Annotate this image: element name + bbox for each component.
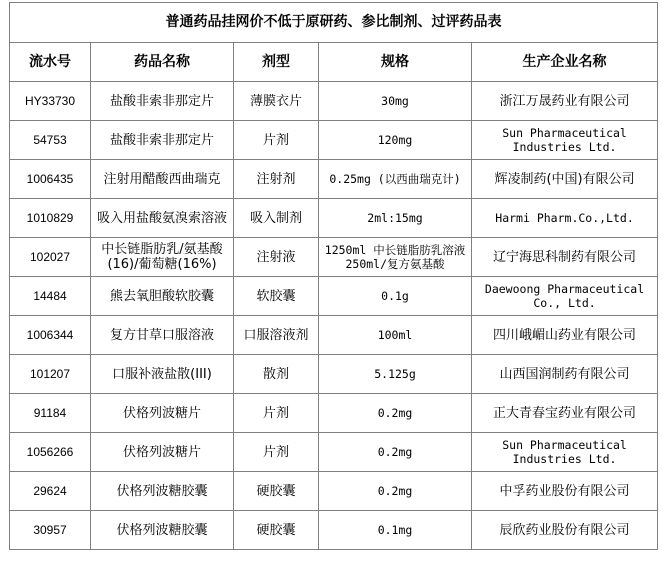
cell-specification-text: 1250ml 中长链脂肪乳溶液250ml/复方氨基酸 bbox=[324, 243, 466, 271]
header-specification: 规格 bbox=[319, 43, 472, 82]
cell-serial-number: 54753 bbox=[10, 121, 91, 160]
cell-manufacturer: Sun Pharmaceutical Industries Ltd. bbox=[472, 121, 658, 160]
drug-price-table bbox=[9, 2, 658, 550]
cell-drug-name: 伏格列波糖片 bbox=[91, 394, 234, 433]
table-row bbox=[10, 472, 658, 511]
cell-serial-number: 1006344 bbox=[10, 316, 91, 355]
table-row bbox=[10, 199, 658, 238]
cell-dosage-form: 薄膜衣片 bbox=[234, 82, 319, 121]
cell-manufacturer: 辉凌制药(中国)有限公司 bbox=[472, 160, 658, 199]
cell-specification: 0.2mg bbox=[319, 394, 472, 433]
cell-manufacturer: 辰欣药业股份有限公司 bbox=[472, 511, 658, 550]
cell-dosage-form: 硬胶囊 bbox=[234, 472, 319, 511]
cell-manufacturer: 中孚药业股份有限公司 bbox=[472, 472, 658, 511]
cell-specification: 30mg bbox=[319, 82, 472, 121]
cell-dosage-form: 片剂 bbox=[234, 394, 319, 433]
header-serial-number: 流水号 bbox=[10, 43, 91, 82]
table-row bbox=[10, 511, 658, 550]
cell-specification: 0.1mg bbox=[319, 511, 472, 550]
cell-manufacturer: 四川峨嵋山药业有限公司 bbox=[472, 316, 658, 355]
table-row bbox=[10, 355, 658, 394]
cell-manufacturer: Sun Pharmaceutical Industries Ltd. bbox=[472, 433, 658, 472]
cell-drug-name: 伏格列波糖胶囊 bbox=[91, 511, 234, 550]
header-dosage-form: 剂型 bbox=[234, 43, 319, 82]
cell-serial-number: 30957 bbox=[10, 511, 91, 550]
cell-specification: 2ml:15mg bbox=[319, 199, 472, 238]
cell-dosage-form: 注射剂 bbox=[234, 160, 319, 199]
table-row bbox=[10, 433, 658, 472]
cell-manufacturer: 浙江万晟药业有限公司 bbox=[472, 82, 658, 121]
header-drug-name: 药品名称 bbox=[91, 43, 234, 82]
cell-drug-name: 口服补液盐散(III) bbox=[91, 355, 234, 394]
cell-serial-number: 29624 bbox=[10, 472, 91, 511]
cell-drug-name: 伏格列波糖胶囊 bbox=[91, 472, 234, 511]
cell-drug-name-text: 中长链脂肪乳/氨基酸(16)/葡萄糖(16%) bbox=[101, 242, 223, 272]
cell-specification bbox=[319, 160, 472, 199]
cell-dosage-form: 片剂 bbox=[234, 121, 319, 160]
cell-serial-number: 1006435 bbox=[10, 160, 91, 199]
cell-serial-number: 1056266 bbox=[10, 433, 91, 472]
cell-manufacturer: 正大青春宝药业有限公司 bbox=[472, 394, 658, 433]
cell-manufacturer: Harmi Pharm.Co.,Ltd. bbox=[472, 199, 658, 238]
cell-manufacturer: Daewoong Pharmaceutical Co., Ltd. bbox=[472, 277, 658, 316]
cell-dosage-form: 片剂 bbox=[234, 433, 319, 472]
cell-dosage-form: 注射液 bbox=[234, 238, 319, 277]
cell-drug-name: 盐酸非索非那定片 bbox=[91, 121, 234, 160]
table-row bbox=[10, 394, 658, 433]
cell-drug-name: 伏格列波糖片 bbox=[91, 433, 234, 472]
cell-dosage-form: 吸入制剂 bbox=[234, 199, 319, 238]
cell-specification-text: 0.25mg (以西曲瑞克计) bbox=[329, 172, 461, 186]
cell-serial-number: 14484 bbox=[10, 277, 91, 316]
cell-serial-number: 1010829 bbox=[10, 199, 91, 238]
cell-drug-name bbox=[91, 238, 234, 277]
table-row bbox=[10, 238, 658, 277]
cell-drug-name: 熊去氧胆酸软胶囊 bbox=[91, 277, 234, 316]
cell-dosage-form: 软胶囊 bbox=[234, 277, 319, 316]
table-title: 普通药品挂网价不低于原研药、参比制剂、过评药品表 bbox=[10, 3, 658, 43]
cell-specification: 0.1g bbox=[319, 277, 472, 316]
cell-drug-name-text: 吸入用盐酸氨溴索溶液 bbox=[96, 210, 227, 226]
cell-manufacturer: 山西国润制药有限公司 bbox=[472, 355, 658, 394]
table-row bbox=[10, 82, 658, 121]
cell-serial-number: 91184 bbox=[10, 394, 91, 433]
table-header-row bbox=[10, 43, 658, 82]
cell-serial-number: 102027 bbox=[10, 238, 91, 277]
cell-specification: 0.2mg bbox=[319, 472, 472, 511]
cell-drug-name: 复方甘草口服溶液 bbox=[91, 316, 234, 355]
cell-manufacturer: 辽宁海思科制药有限公司 bbox=[472, 238, 658, 277]
table-row bbox=[10, 277, 658, 316]
cell-dosage-form: 硬胶囊 bbox=[234, 511, 319, 550]
cell-drug-name: 盐酸非索非那定片 bbox=[91, 82, 234, 121]
cell-dosage-form: 口服溶液剂 bbox=[234, 316, 319, 355]
cell-drug-name bbox=[91, 199, 234, 238]
table-row bbox=[10, 160, 658, 199]
cell-specification: 5.125g bbox=[319, 355, 472, 394]
cell-serial-number: 101207 bbox=[10, 355, 91, 394]
cell-specification: 0.2mg bbox=[319, 433, 472, 472]
cell-drug-name: 注射用醋酸西曲瑞克 bbox=[91, 160, 234, 199]
header-manufacturer: 生产企业名称 bbox=[472, 43, 658, 82]
cell-serial-number: HY33730 bbox=[10, 82, 91, 121]
cell-dosage-form: 散剂 bbox=[234, 355, 319, 394]
cell-specification: 100ml bbox=[319, 316, 472, 355]
table-title-row bbox=[10, 3, 658, 43]
table-row bbox=[10, 121, 658, 160]
table-row bbox=[10, 316, 658, 355]
cell-specification bbox=[319, 238, 472, 277]
cell-specification: 120mg bbox=[319, 121, 472, 160]
